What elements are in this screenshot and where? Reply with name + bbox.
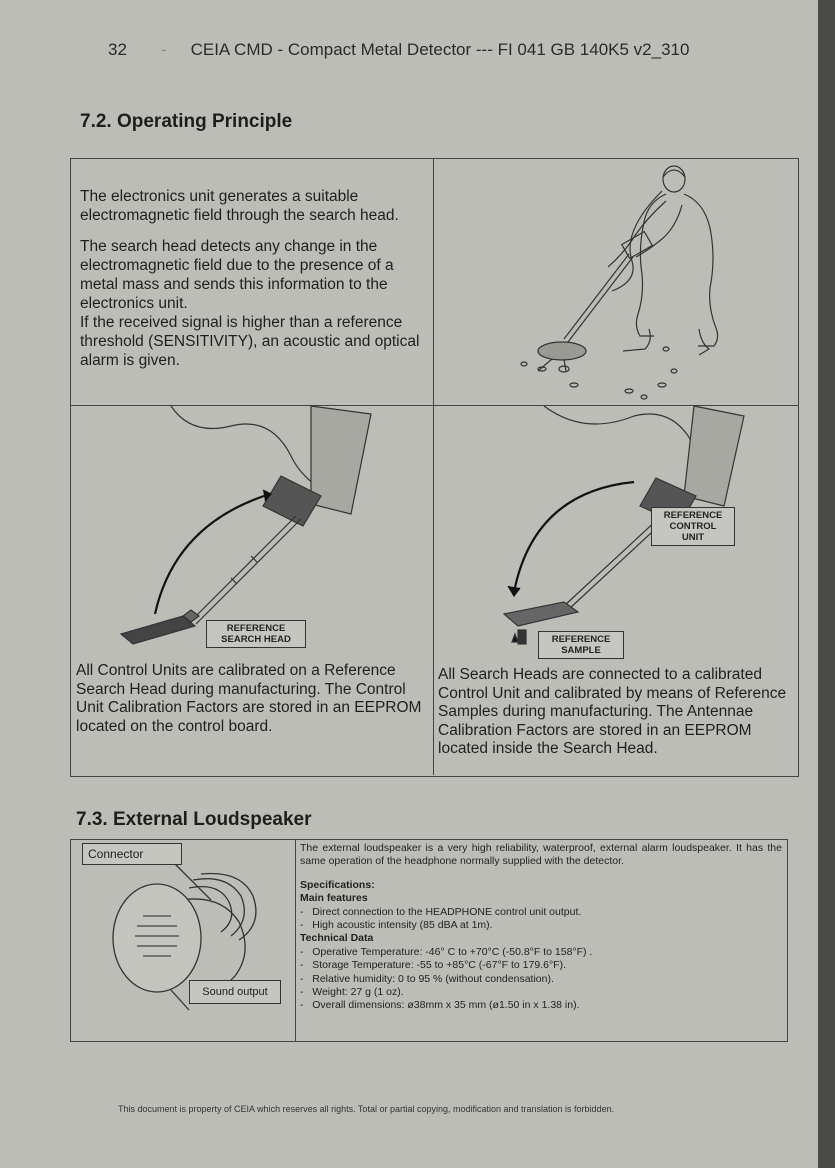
loudspeaker-intro: The external loudspeaker is a very high reliability, waterproof, external alarm loudspeaker. It has the same operation of the headphone normally supplied with the detector.	[300, 842, 782, 868]
section-heading-7-2: 7.2. Operating Principle	[80, 111, 293, 132]
main-features-title: Main features	[300, 892, 368, 905]
reference-search-head-label: REFERENCE SEARCH HEAD	[206, 620, 306, 648]
principle-description	[80, 187, 432, 382]
page-footer: This document is property of CEIA which reserves all rights. Total or partial copying, modification and translation is forbidden.	[118, 1104, 615, 1114]
loudspeaker-specs	[300, 842, 782, 1013]
reference-sample-illustration	[434, 406, 796, 661]
page-edge	[818, 0, 835, 1168]
technical-item: - Operative Temperature: -46° C to +70°C (-50.8°F to 158°F) .	[300, 945, 593, 958]
section-heading-7-3: 7.3. External Loudspeaker	[76, 809, 312, 830]
technical-item: - Overall dimensions: ø38mm x 35 mm (ø1.50 in x 1.38 in).	[300, 999, 580, 1012]
page-header: 32 - CEIA CMD - Compact Metal Detector --- FI 041 GB 140K5 v2_310	[108, 40, 690, 59]
operator-illustration	[434, 159, 796, 405]
technical-item: - Storage Temperature: -55 to +85°C (-67°F to 179.6°F).	[300, 959, 566, 972]
feature-item: - High acoustic intensity (85 dBA at 1m).	[300, 919, 493, 932]
technical-item: - Relative humidity: 0 to 95 % (without condensation).	[300, 972, 554, 985]
feature-item: - Direct connection to the HEADPHONE control unit output.	[300, 905, 582, 918]
connector-label: Connector	[82, 843, 182, 865]
loudspeaker-illustration	[71, 840, 295, 1040]
document-title: CEIA CMD - Compact Metal Detector --- FI 041 GB 140K5 v2_310	[190, 40, 690, 59]
principle-para-3: If the received signal is higher than a reference threshold (SENSITIVITY), an acoustic and optical alarm is given.	[80, 314, 420, 369]
sound-output-label: Sound output	[189, 980, 281, 1004]
principle-para-1: The electronics unit generates a suitable electromagnetic field through the search head.	[80, 188, 399, 224]
page-number: 32	[108, 40, 127, 59]
reference-control-unit-label: REFERENCE CONTROL UNIT	[651, 507, 735, 546]
technical-data-title: Technical Data	[300, 932, 374, 945]
reference-sample-label: REFERENCE SAMPLE	[538, 631, 624, 659]
caption-control-units: All Control Units are calibrated on a Reference Search Head during manufacturing. The Control Unit Calibration Factors are stored in an EEPROM located on the control board.	[76, 662, 422, 735]
principle-para-2: The search head detects any change in the electromagnetic field due to the presence of a metal mass and sends this information to the electronics unit.	[80, 238, 394, 312]
caption-search-heads: All Search Heads are connected to a calibrated Control Unit and calibrated by means of Reference Samples during manufacturing. The Antennae Calibration Factors are stored in an EEPROM located inside the Search Head.	[438, 666, 787, 757]
specs-title: Specifications:	[300, 878, 375, 891]
technical-item: - Weight: 27 g (1 oz).	[300, 986, 404, 999]
